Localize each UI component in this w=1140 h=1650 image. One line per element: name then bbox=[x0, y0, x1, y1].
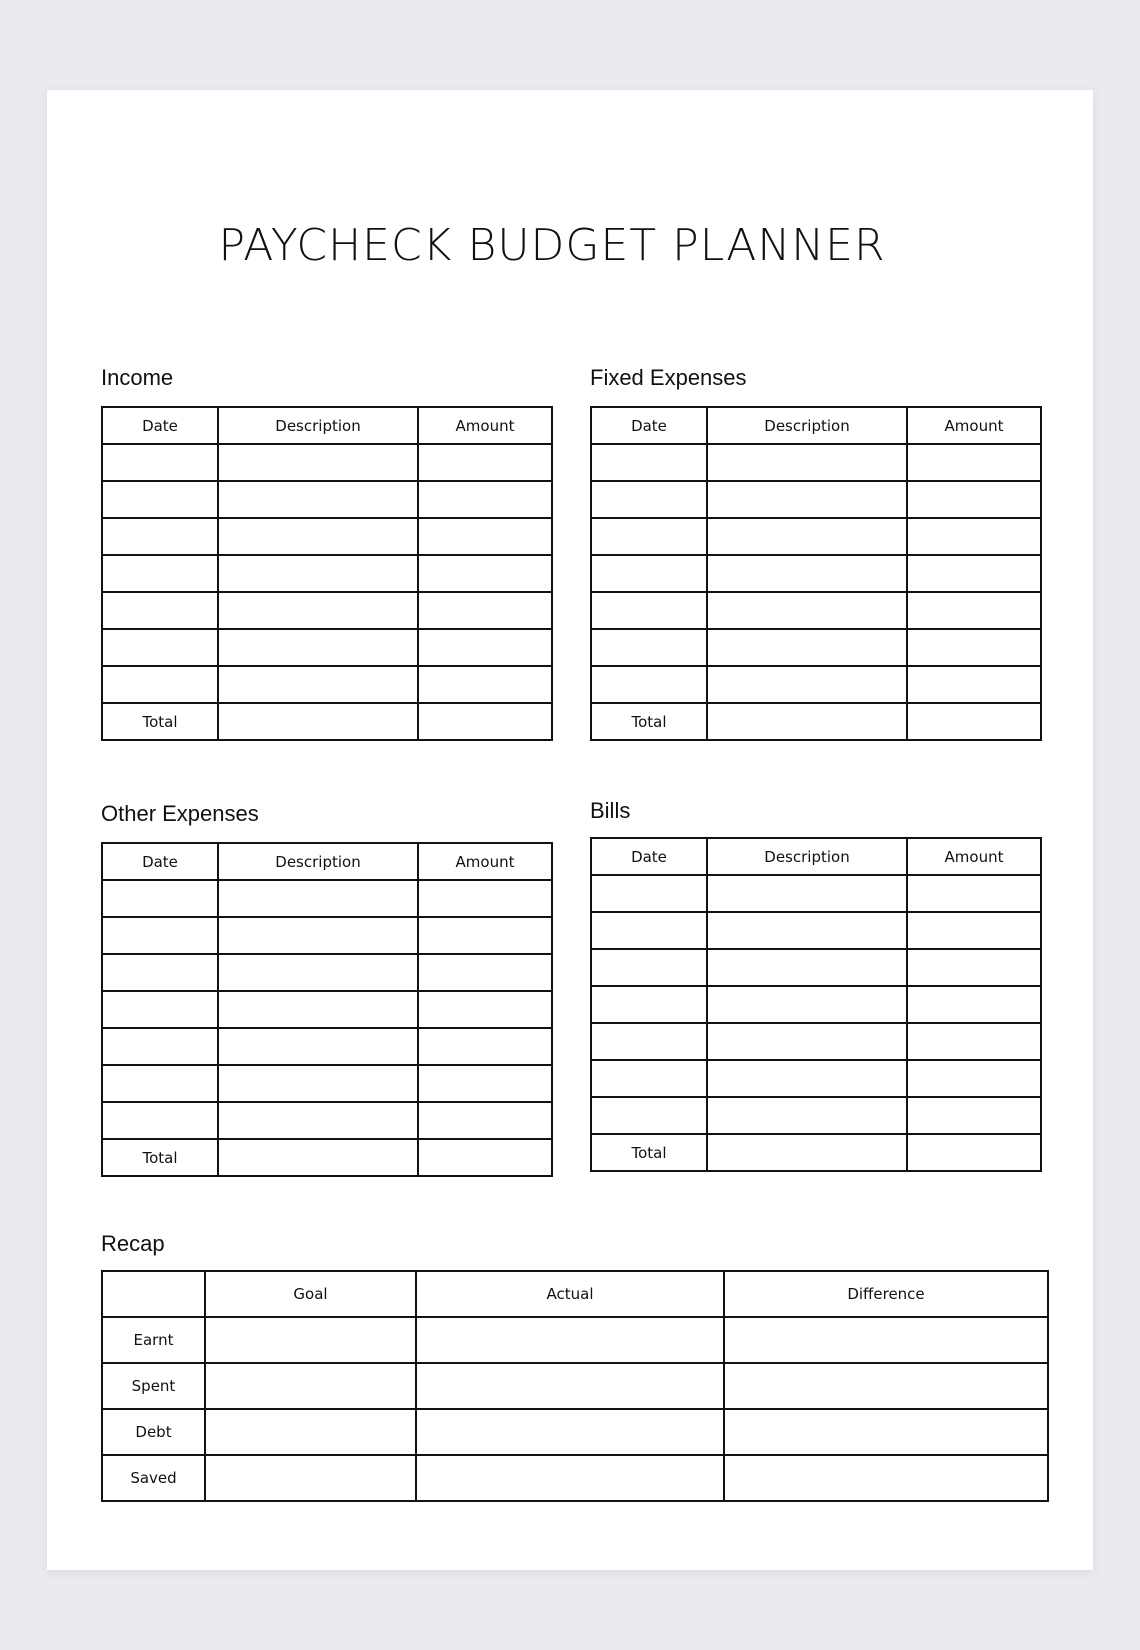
date-header: Date bbox=[591, 407, 707, 444]
difference-cell[interactable] bbox=[724, 1409, 1048, 1455]
date-cell[interactable] bbox=[591, 518, 707, 555]
description-cell[interactable] bbox=[218, 518, 418, 555]
amount-cell[interactable] bbox=[418, 444, 552, 481]
date-cell[interactable] bbox=[102, 880, 218, 917]
date-cell[interactable] bbox=[102, 444, 218, 481]
total-label: Total bbox=[591, 703, 707, 740]
fixed-expenses-table bbox=[590, 406, 1042, 741]
date-cell[interactable] bbox=[102, 592, 218, 629]
difference-cell[interactable] bbox=[724, 1363, 1048, 1409]
date-cell[interactable] bbox=[102, 1065, 218, 1102]
description-cell[interactable] bbox=[707, 555, 907, 592]
table-row bbox=[102, 444, 552, 481]
recap-section bbox=[101, 1228, 1047, 1502]
description-cell[interactable] bbox=[707, 629, 907, 666]
income-table bbox=[101, 406, 553, 741]
description-header: Description bbox=[707, 407, 907, 444]
recap-table bbox=[101, 1270, 1049, 1502]
table-header-row bbox=[102, 843, 552, 880]
amount-cell[interactable] bbox=[907, 666, 1041, 703]
recap-corner-cell bbox=[102, 1271, 205, 1317]
date-cell[interactable] bbox=[102, 518, 218, 555]
bills-section-title: Bills bbox=[590, 798, 631, 823]
recap-row-label: Earnt bbox=[102, 1317, 205, 1363]
table-row bbox=[591, 912, 1041, 949]
table-row bbox=[102, 1065, 552, 1102]
description-cell[interactable] bbox=[218, 666, 418, 703]
total-description-cell[interactable] bbox=[218, 703, 418, 740]
goal-cell[interactable] bbox=[205, 1317, 416, 1363]
table-header-row bbox=[591, 407, 1041, 444]
description-cell[interactable] bbox=[707, 481, 907, 518]
date-header: Date bbox=[102, 407, 218, 444]
amount-header: Amount bbox=[418, 843, 552, 880]
page-title: PAYCHECK BUDGET PLANNER bbox=[218, 220, 886, 271]
date-header: Date bbox=[102, 843, 218, 880]
table-row bbox=[102, 991, 552, 1028]
table-row bbox=[591, 555, 1041, 592]
amount-cell[interactable] bbox=[418, 1028, 552, 1065]
description-cell[interactable] bbox=[707, 912, 907, 949]
amount-cell[interactable] bbox=[418, 880, 552, 917]
description-header: Description bbox=[218, 407, 418, 444]
table-row bbox=[591, 1060, 1041, 1097]
total-label: Total bbox=[591, 1134, 707, 1171]
table-row bbox=[102, 666, 552, 703]
description-cell[interactable] bbox=[218, 1102, 418, 1139]
date-cell[interactable] bbox=[102, 481, 218, 518]
date-cell[interactable] bbox=[102, 991, 218, 1028]
table-header-row bbox=[591, 838, 1041, 875]
difference-cell[interactable] bbox=[724, 1455, 1048, 1501]
date-cell[interactable] bbox=[591, 1060, 707, 1097]
recap-row-debt bbox=[102, 1409, 1048, 1455]
table-row bbox=[591, 481, 1041, 518]
table-row bbox=[591, 666, 1041, 703]
goal-header: Goal bbox=[205, 1271, 416, 1317]
table-row bbox=[591, 875, 1041, 912]
description-header: Description bbox=[218, 843, 418, 880]
date-cell[interactable] bbox=[591, 875, 707, 912]
table-row bbox=[591, 1097, 1041, 1134]
recap-row-label: Saved bbox=[102, 1455, 205, 1501]
date-cell[interactable] bbox=[591, 481, 707, 518]
income-section-title: Income bbox=[101, 365, 174, 390]
actual-cell[interactable] bbox=[416, 1455, 724, 1501]
date-cell[interactable] bbox=[591, 949, 707, 986]
fixed-expenses-section-title: Fixed Expenses bbox=[590, 365, 747, 390]
amount-cell[interactable] bbox=[907, 1097, 1041, 1134]
other-expenses-section-title: Other Expenses bbox=[101, 801, 259, 826]
description-cell[interactable] bbox=[218, 917, 418, 954]
amount-header: Amount bbox=[418, 407, 552, 444]
amount-cell[interactable] bbox=[418, 481, 552, 518]
table-row bbox=[591, 629, 1041, 666]
date-cell[interactable] bbox=[591, 1097, 707, 1134]
date-cell[interactable] bbox=[591, 1023, 707, 1060]
date-cell[interactable] bbox=[102, 954, 218, 991]
total-label: Total bbox=[102, 1139, 218, 1176]
table-row bbox=[102, 592, 552, 629]
other-expenses-section bbox=[101, 798, 551, 1177]
actual-cell[interactable] bbox=[416, 1363, 724, 1409]
recap-header-row bbox=[102, 1271, 1048, 1317]
table-row bbox=[591, 1023, 1041, 1060]
amount-cell[interactable] bbox=[907, 875, 1041, 912]
total-amount-cell[interactable] bbox=[418, 1139, 552, 1176]
amount-cell[interactable] bbox=[418, 666, 552, 703]
table-row bbox=[102, 481, 552, 518]
total-description-cell[interactable] bbox=[707, 703, 907, 740]
date-cell[interactable] bbox=[591, 986, 707, 1023]
description-cell[interactable] bbox=[707, 1097, 907, 1134]
amount-cell[interactable] bbox=[907, 444, 1041, 481]
bills-table bbox=[590, 837, 1042, 1172]
description-cell[interactable] bbox=[707, 1060, 907, 1097]
date-cell[interactable] bbox=[591, 592, 707, 629]
date-cell[interactable] bbox=[102, 1102, 218, 1139]
description-cell[interactable] bbox=[218, 481, 418, 518]
description-cell[interactable] bbox=[707, 875, 907, 912]
table-row bbox=[102, 1028, 552, 1065]
description-cell[interactable] bbox=[218, 991, 418, 1028]
description-cell[interactable] bbox=[218, 954, 418, 991]
amount-cell[interactable] bbox=[907, 555, 1041, 592]
amount-cell[interactable] bbox=[907, 1060, 1041, 1097]
description-cell[interactable] bbox=[707, 1023, 907, 1060]
total-amount-cell[interactable] bbox=[907, 1134, 1041, 1171]
goal-cell[interactable] bbox=[205, 1455, 416, 1501]
income-section bbox=[101, 362, 551, 741]
date-cell[interactable] bbox=[591, 666, 707, 703]
recap-row-label: Spent bbox=[102, 1363, 205, 1409]
table-row bbox=[102, 954, 552, 991]
amount-cell[interactable] bbox=[418, 629, 552, 666]
description-cell[interactable] bbox=[218, 880, 418, 917]
amount-cell[interactable] bbox=[907, 1023, 1041, 1060]
date-cell[interactable] bbox=[102, 917, 218, 954]
recap-row-spent bbox=[102, 1363, 1048, 1409]
table-row bbox=[591, 986, 1041, 1023]
actual-header: Actual bbox=[416, 1271, 724, 1317]
amount-cell[interactable] bbox=[418, 991, 552, 1028]
description-cell[interactable] bbox=[218, 592, 418, 629]
table-row bbox=[591, 518, 1041, 555]
total-amount-cell[interactable] bbox=[907, 703, 1041, 740]
description-cell[interactable] bbox=[218, 444, 418, 481]
amount-cell[interactable] bbox=[418, 592, 552, 629]
date-cell[interactable] bbox=[102, 629, 218, 666]
recap-row-earnt bbox=[102, 1317, 1048, 1363]
total-label: Total bbox=[102, 703, 218, 740]
table-row bbox=[591, 949, 1041, 986]
goal-cell[interactable] bbox=[205, 1409, 416, 1455]
description-cell[interactable] bbox=[218, 555, 418, 592]
date-cell[interactable] bbox=[102, 666, 218, 703]
amount-cell[interactable] bbox=[907, 481, 1041, 518]
amount-cell[interactable] bbox=[907, 592, 1041, 629]
date-cell[interactable] bbox=[102, 555, 218, 592]
table-row bbox=[591, 592, 1041, 629]
actual-cell[interactable] bbox=[416, 1409, 724, 1455]
description-cell[interactable] bbox=[218, 629, 418, 666]
description-cell[interactable] bbox=[707, 592, 907, 629]
date-cell[interactable] bbox=[102, 1028, 218, 1065]
table-row bbox=[102, 917, 552, 954]
table-row bbox=[102, 629, 552, 666]
amount-cell[interactable] bbox=[907, 949, 1041, 986]
actual-cell[interactable] bbox=[416, 1317, 724, 1363]
goal-cell[interactable] bbox=[205, 1363, 416, 1409]
other-expenses-table bbox=[101, 842, 553, 1177]
amount-cell[interactable] bbox=[418, 518, 552, 555]
fixed-expenses-section bbox=[590, 362, 1040, 741]
description-cell[interactable] bbox=[707, 518, 907, 555]
description-header: Description bbox=[707, 838, 907, 875]
table-row bbox=[102, 518, 552, 555]
recap-section-title: Recap bbox=[101, 1231, 165, 1256]
table-row bbox=[591, 444, 1041, 481]
bills-section bbox=[590, 795, 1040, 1172]
amount-cell[interactable] bbox=[418, 1102, 552, 1139]
amount-cell[interactable] bbox=[418, 954, 552, 991]
total-description-cell[interactable] bbox=[707, 1134, 907, 1171]
total-row bbox=[591, 1134, 1041, 1171]
table-header-row bbox=[102, 407, 552, 444]
difference-cell[interactable] bbox=[724, 1317, 1048, 1363]
total-row bbox=[102, 703, 552, 740]
description-cell[interactable] bbox=[707, 949, 907, 986]
description-cell[interactable] bbox=[218, 1028, 418, 1065]
total-amount-cell[interactable] bbox=[418, 703, 552, 740]
description-cell[interactable] bbox=[707, 444, 907, 481]
description-cell[interactable] bbox=[707, 666, 907, 703]
description-cell[interactable] bbox=[707, 986, 907, 1023]
difference-header: Difference bbox=[724, 1271, 1048, 1317]
table-row bbox=[102, 555, 552, 592]
amount-cell[interactable] bbox=[418, 555, 552, 592]
amount-cell[interactable] bbox=[907, 518, 1041, 555]
date-cell[interactable] bbox=[591, 555, 707, 592]
amount-cell[interactable] bbox=[418, 917, 552, 954]
table-row bbox=[102, 1102, 552, 1139]
table-row bbox=[102, 880, 552, 917]
total-row bbox=[102, 1139, 552, 1176]
recap-row-saved bbox=[102, 1455, 1048, 1501]
date-header: Date bbox=[591, 838, 707, 875]
date-cell[interactable] bbox=[591, 912, 707, 949]
amount-cell[interactable] bbox=[907, 986, 1041, 1023]
recap-row-label: Debt bbox=[102, 1409, 205, 1455]
amount-cell[interactable] bbox=[907, 912, 1041, 949]
total-row bbox=[591, 703, 1041, 740]
amount-cell[interactable] bbox=[907, 629, 1041, 666]
amount-header: Amount bbox=[907, 838, 1041, 875]
total-description-cell[interactable] bbox=[218, 1139, 418, 1176]
date-cell[interactable] bbox=[591, 629, 707, 666]
amount-header: Amount bbox=[907, 407, 1041, 444]
description-cell[interactable] bbox=[218, 1065, 418, 1102]
amount-cell[interactable] bbox=[418, 1065, 552, 1102]
date-cell[interactable] bbox=[591, 444, 707, 481]
planner-page bbox=[47, 90, 1093, 1570]
